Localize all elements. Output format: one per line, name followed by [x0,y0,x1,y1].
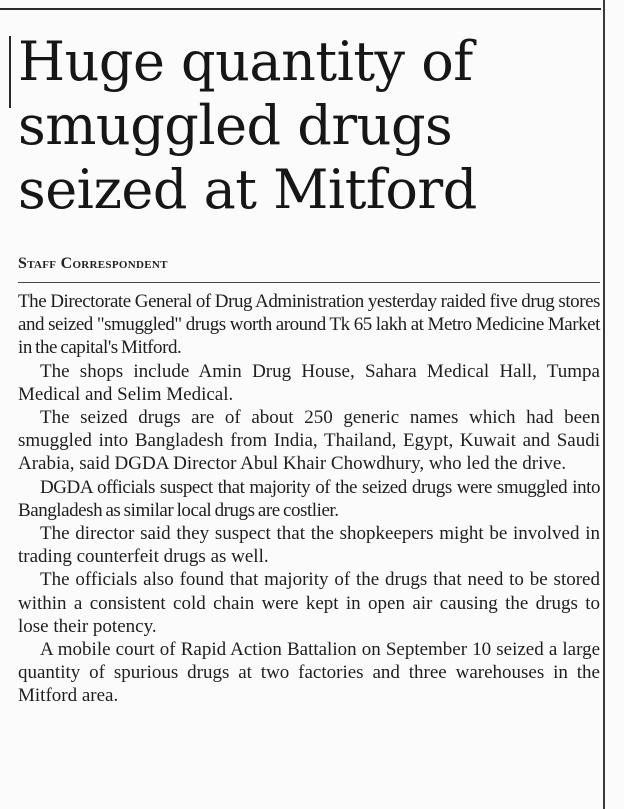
article-paragraph: The officials also found that majority of the drugs that need to be stored within a consistent cold chain were kept in open air causing the drugs to lose their potency. [18,569,600,637]
headline-line: smuggled drugs [18,94,453,157]
byline-rule [18,282,600,283]
headline-line: Huge quantity of [18,30,473,93]
left-rule [9,36,11,108]
top-rule [0,8,601,10]
article-paragraph: The director said they suspect that the shopkeepers might be involved in trading counterfeit drugs as well. [18,523,600,568]
headline-line: seized at Mitford [18,158,477,221]
article-paragraph: The Directorate General of Drug Administration yesterday raided five drug stores and seized "smuggled" drugs worth around Tk 65 lakh at Metro Medicine Market in the capital's Mitford. [18,291,600,359]
byline: Staff Correspondent [18,255,168,272]
article-paragraph: DGDA officials suspect that majority of the seized drugs were smuggled into Bangladesh as similar local drugs are costlier. [18,476,600,521]
article-paragraph: A mobile court of Rapid Action Battalion on September 10 seized a large quantity of spurious drugs at two factories and three warehouses in the Mitford area. [18,639,600,707]
article-paragraph: The seized drugs are of about 250 generic names which had been smuggled into Bangladesh from India, Thailand, Egypt, Kuwait and Saudi Arabia, said DGDA Director Abul Khair Chowdhury, who led the drive. [18,407,600,475]
headline [18,30,598,222]
article-body [18,290,600,708]
article-paragraph: The shops include Amin Drug House, Sahara Medical Hall, Tumpa Medical and Selim Medical. [18,360,600,405]
column-divider [603,0,605,809]
